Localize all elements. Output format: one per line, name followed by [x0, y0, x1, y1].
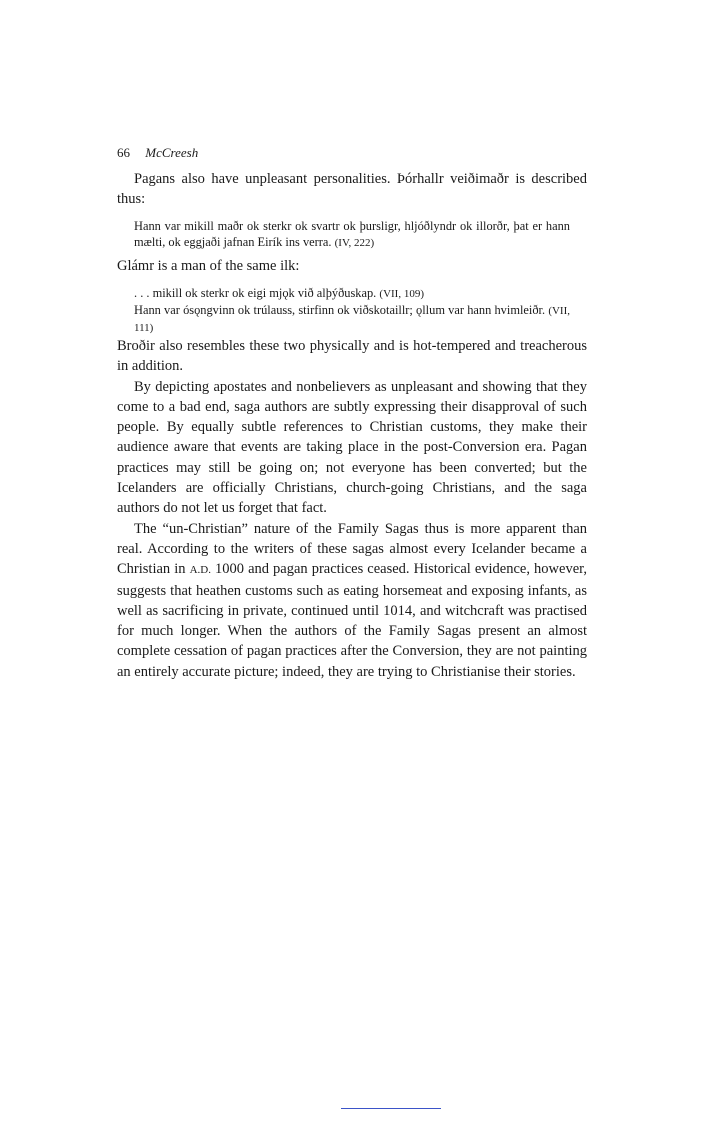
quote-text: Hann var mikill maðr ok sterkr ok svartr ok þursligr, hljóðlyndr ok illorðr, þat er hann mælti, ok eggjaði jafnan Eirík ins verra. — [134, 219, 570, 249]
block-quote-thorhallr — [134, 218, 570, 251]
page-number: 66 — [117, 145, 130, 160]
quote-reference: (IV, 222) — [334, 237, 375, 249]
paragraph-glamr: Glámr is a man of the same ilk: — [117, 258, 300, 274]
quote-reference: (VII, 109) — [379, 288, 425, 300]
paragraph-un-christian — [117, 519, 587, 682]
quote-line: Hann var ósǫngvinn ok trúlauss, stirfinn ok viðskotaillr; ǫllum var hann hvimleiðr. — [134, 303, 546, 317]
quote-reference: (VII, 111) — [134, 305, 570, 334]
paragraph-depicting: By depicting apostates and nonbelievers as unpleasant and showing that they come to a bad end, saga authors are subtly expressing their disapproval of such people. By equally subtle references to Christian customs, they make their audience aware that events are taking place in the post-Conversion era. Pagan practices may still be going on; not everyone has been converted; but the Icelanders are officially Christians, church-going Christians, and the saga authors do not let us forget that fact. — [117, 378, 587, 517]
date-era: A.D. — [189, 564, 211, 577]
paragraph-brodir: Broðir also resembles these two physically and is hot-tempered and treacherous in addition. — [117, 338, 587, 375]
running-author: McCreesh — [145, 145, 199, 160]
footer-rule — [341, 1108, 441, 1109]
quote-line: . . . mikill ok sterkr ok eigi mjǫk við alþýðuskap. — [134, 286, 377, 300]
text-run: The “un-Christian” nature of the Family Sagas thus is more apparent than real. According to the writers of these sagas almost every Icelander became a Christian in — [117, 520, 587, 578]
text-run: 1000 and pagan practices ceased. Historical evidence, however, suggests that heathen customs such as eating horsemeat and exposing infants, as well as sacrificing in private, continued until 1014, and witchcraft was practised for much longer. When the authors of the Family Sagas present an almost complete cessation of pagan practices after the Conversion, they are not painting an entirely accurate picture; indeed, they are trying to Christianise their stories. — [117, 561, 588, 680]
running-header — [117, 145, 198, 161]
paragraph-pagans: Pagans also have unpleasant personalities. Þórhallr veiðimaðr is described thus: — [117, 171, 587, 208]
block-quote-glamr — [134, 285, 570, 336]
body-text — [117, 336, 587, 682]
